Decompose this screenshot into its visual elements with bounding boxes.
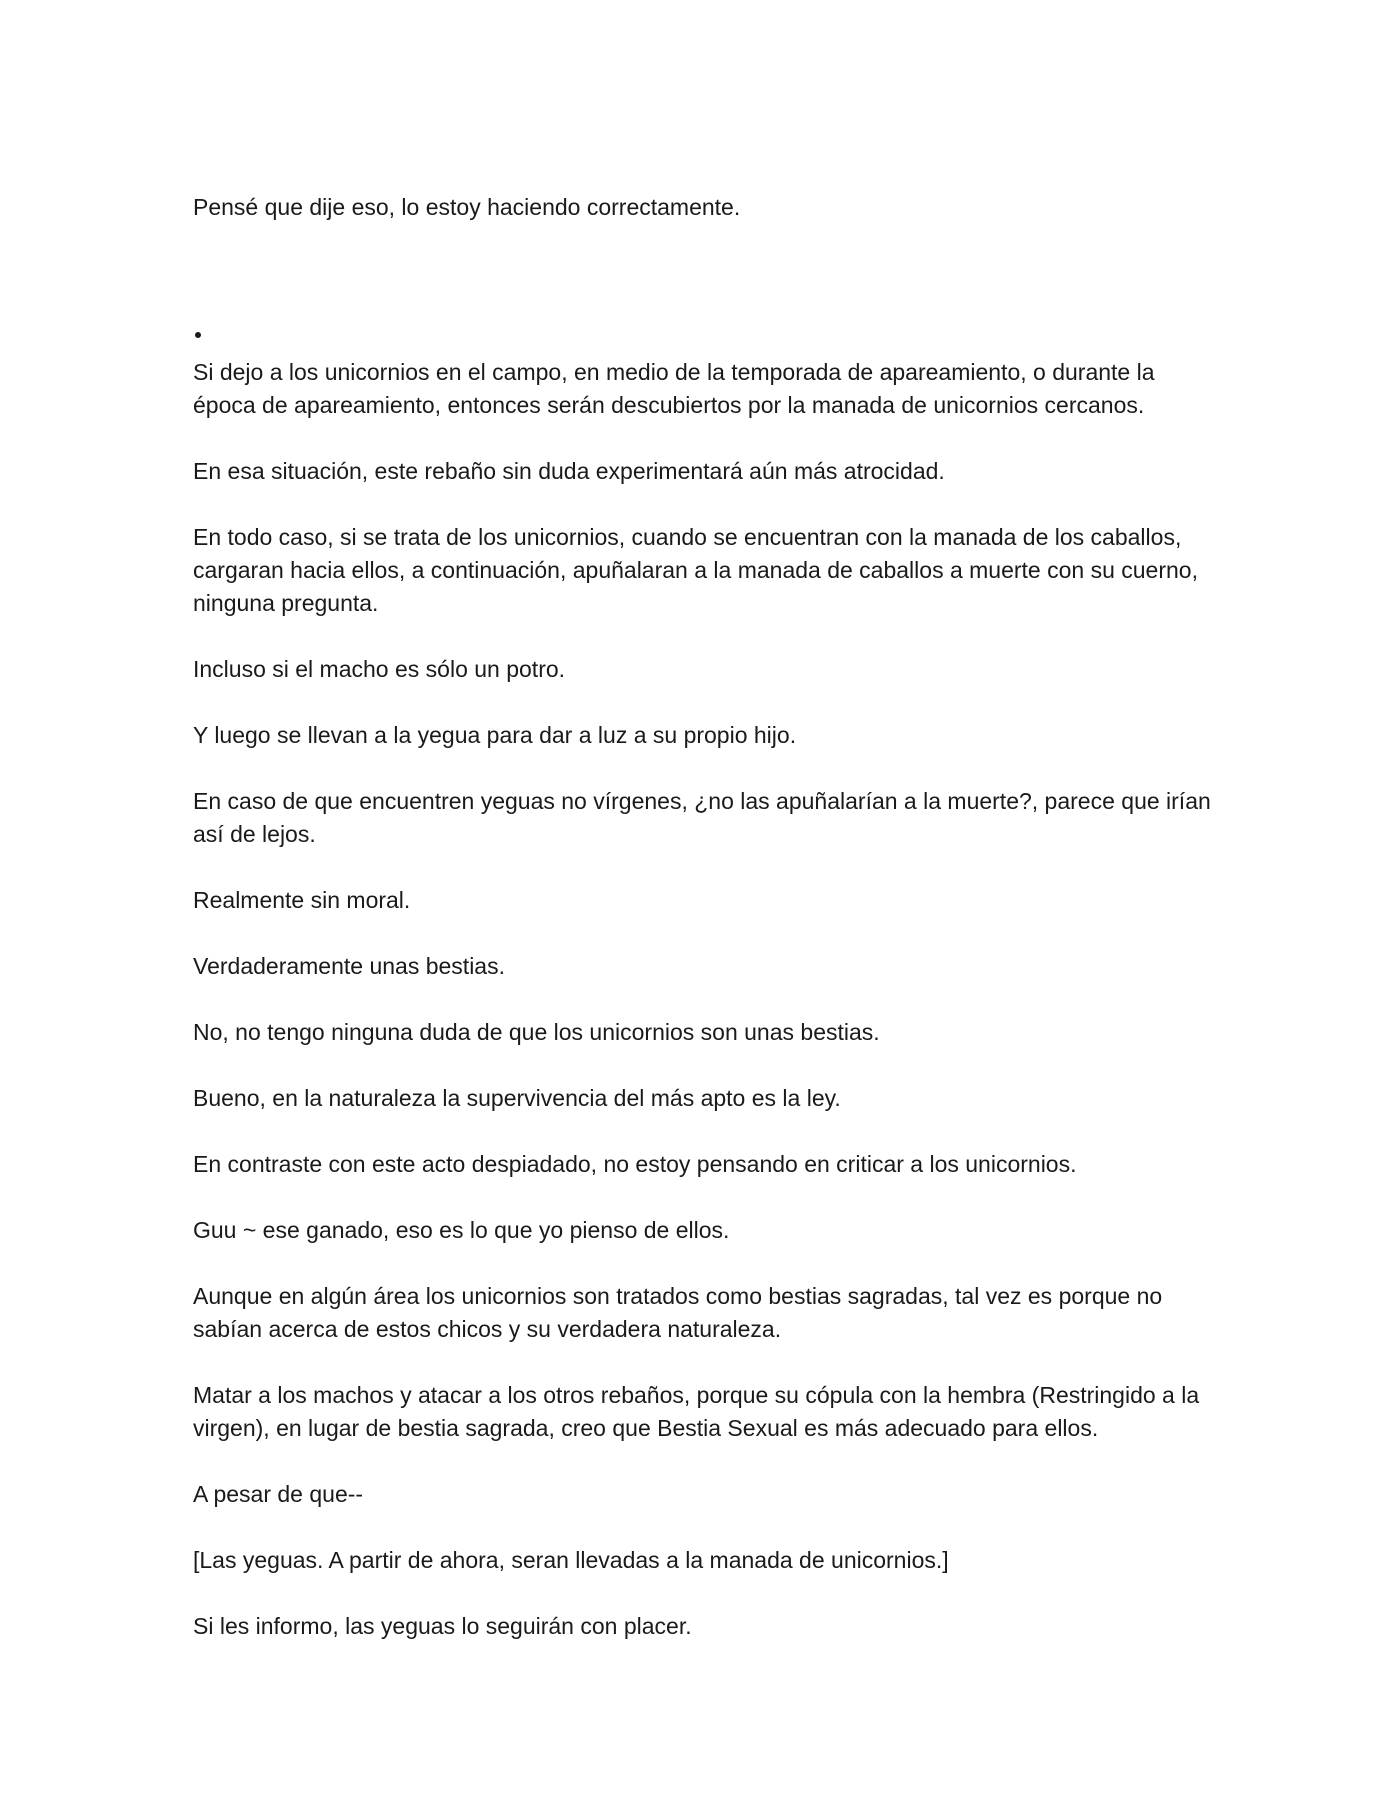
paragraph-2: Si dejo a los unicornios en el campo, en medio de la temporada de apareamiento, o durante la época de apareamiento, entonces serán descubiertos por la manada de unicornios cercanos. bbox=[193, 359, 1155, 418]
paragraph-13: Guu ~ ese ganado, eso es lo que yo pienso de ellos. bbox=[193, 1217, 730, 1243]
paragraph-12: En contraste con este acto despiadado, no estoy pensando en criticar a los unicornios. bbox=[193, 1151, 1077, 1177]
paragraph-15: Matar a los machos y atacar a los otros rebaños, porque su cópula con la hembra (Restringido a la virgen), en lugar de bestia sagrada, creo que Bestia Sexual es más adecuado para ellos. bbox=[193, 1382, 1200, 1441]
document-body bbox=[193, 191, 1213, 1676]
paragraph-9: Verdaderamente unas bestias. bbox=[193, 953, 505, 979]
paragraph-4: En todo caso, si se trata de los unicornios, cuando se encuentran con la manada de los caballos, cargaran hacia ellos, a continuación, apuñalaran a la manada de caballos a muerte con su cuerno, ninguna pregunta. bbox=[193, 524, 1198, 616]
paragraph-14: Aunque en algún área los unicornios son tratados como bestias sagradas, tal vez es porque no sabían acerca de estos chicos y su verdadera naturaleza. bbox=[193, 1283, 1163, 1342]
paragraph-11: Bueno, en la naturaleza la supervivencia del más apto es la ley. bbox=[193, 1085, 841, 1111]
paragraph-8: Realmente sin moral. bbox=[193, 887, 411, 913]
paragraph-3: En esa situación, este rebaño sin duda experimentará aún más atrocidad. bbox=[193, 458, 945, 484]
paragraph-17: [Las yeguas. A partir de ahora, seran llevadas a la manada de unicornios.] bbox=[193, 1547, 949, 1573]
paragraph-5: Incluso si el macho es sólo un potro. bbox=[193, 656, 566, 682]
paragraph-1: Pensé que dije eso, lo estoy haciendo correctamente. bbox=[193, 194, 741, 220]
bullet-item bbox=[193, 257, 1213, 290]
paragraph-18: Si les informo, las yeguas lo seguirán con placer. bbox=[193, 1613, 692, 1639]
paragraph-16: A pesar de que-- bbox=[193, 1481, 364, 1507]
paragraph-10: No, no tengo ninguna duda de que los unicornios son unas bestias. bbox=[193, 1019, 880, 1045]
paragraph-7: En caso de que encuentren yeguas no vírgenes, ¿no las apuñalarían a la muerte?, parece que irían así de lejos. bbox=[193, 788, 1211, 847]
paragraph-6: Y luego se llevan a la yegua para dar a luz a su propio hijo. bbox=[193, 722, 797, 748]
spacer bbox=[193, 323, 1213, 356]
bullet-icon bbox=[195, 332, 201, 338]
